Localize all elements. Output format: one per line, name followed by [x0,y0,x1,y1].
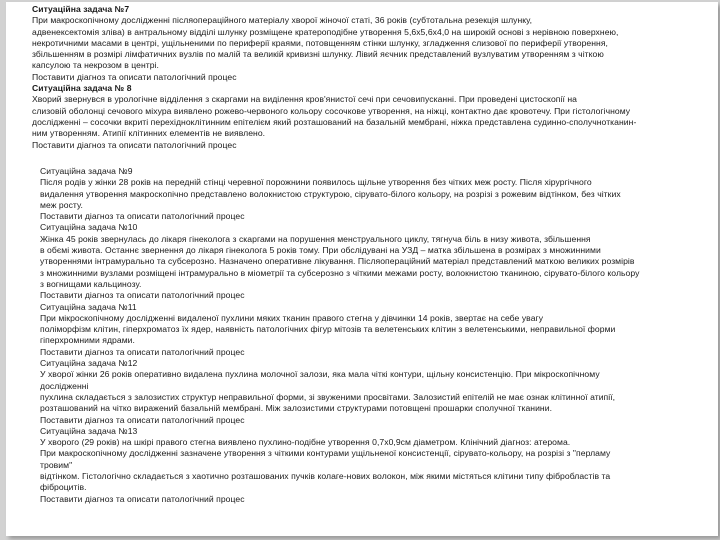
text-line: Ситуаційна задача №10 [40,222,138,233]
text-line: фіброцитів. [40,482,87,493]
text-line: пухлина складається з залозистих структур неправильної форми, зі звуженими просвітами. Залозистий епітелій не має ознак клітинної атипії, [40,391,616,402]
text-line: відтінком. Гістологічно складається з хаотично розташованих пучків колаге-нових волокон, мiж якими містяться клітини типу фібробластів та [40,471,611,482]
text-line: з вогнищами кальцинозу. [40,278,142,289]
text-line: ним утворенням. Атипії клітинних елементів не виявлено. [32,128,266,139]
text-line: При мікроскопічному дослідженні видаленої пухлини мяких тканин правого стегна у дівчинки 14 років, звертає на себе увагу [40,312,544,323]
text-line: Ситуаційна задача №13 [40,425,138,436]
text-line: капсулою та некрозом в центрі. [32,60,159,71]
text-line: утвореннями інтрамурально та субсерозно. Назначено оперативне лікування. Післяопераційний матеріал представлений маткою великих розмірів [40,256,635,267]
text-line: Після родів у жінки 28 років на передній стінці черевної порожнини появилось щільне утворення без чітких меж росту. Після хірургічного [40,177,592,188]
text-line: Поставити діагноз та описати патологічний процес [40,211,245,222]
text-line: тровим" [40,459,73,470]
text-line: Ситуаційна задача №11 [40,301,137,312]
text-line: меж росту. [40,199,83,210]
text-line: У хворого (29 років) на шкірі правого стегна виявлено пухлино-подібне утворення 0,7х0,9см діаметром. Клінічний діагноз: атерома. [40,437,571,448]
text-line: Поставити діагноз та описати патологічний процес [40,414,245,425]
task-heading: Ситуаційна задача №7 [32,4,130,14]
text-line: видалення утворення макроскопічно представлено волокнистою структурою, сірувато-білого кольору, на розрізі з рожевим відтінком, без чітких [40,188,621,199]
text-line: Поставити діагноз та описати патологічний процес [32,71,237,82]
text-line: з множинними вузлами розміщені інтрамурально в міометрії та субсерозно з чіткими межами росту, волокнистою тканиною, сірувато-білого кольору [40,267,640,278]
text-line: збільшенням в розмірі лімфатичних вузлів по малій та великій кривизні шлунку. Лівий яєчник представлений вузлуватим утворенням з чіткою [32,49,604,60]
text-line: У хворої жінки 26 років оперативно видалена пухлина молочної залози, яка мала чіткі контури, щільну консистенцію. При мікроскопічному [40,369,600,380]
text-line: слизовій оболонці сечового міхура виявлено рожево-червоного кольору сосочкове утворення, на ніжці, контактно дає кровотечу. При гістологічному [32,105,631,116]
text-line: адвенексектомія зліва) в антральному відділі шлунку розміщене кратероподібне утворення 5,6х5,6х4,0 на широкій основі з нерівною поверхнею, [32,26,619,37]
text-line: При макроскопічному дослідженні зазначене утворення з чіткими контурами ущільненої консистенції, сірувато-кольору, на розрізі з "перламу [40,448,611,459]
text-line: Поставити діагноз та описати патологічний процес [40,346,245,357]
text-line: При макроскопічному дослідженні післяопераційного матеріалу хворої жіночої статі, 36 років (субтотальна резекція шлунку, [32,15,533,26]
text-line: поліморфізм клітин, гіперхроматоз їх ядер, наявність патологічних фігур мітозів та велетенських клітин з велетенськими, неправильної форми [40,324,616,335]
text-line: Ситуаційна задача №9 [40,166,133,176]
text-line: в обємі живота. Останнє звернення до лікаря гінеколога 5 років тому. При обслідувані на УЗД – матка збільшена в розмірах з множинними [40,245,601,256]
text-line: Поставити діагноз та описати патологічний процес [40,493,245,504]
tasks-9-13-block [40,166,639,505]
text-line: Жінка 45 років звернулась до лікаря гінеколога з скаргами на порушення менструального циклу, тягнуча біль в низу живота, збільшення [40,233,591,244]
text-line: дослідженні [40,380,89,391]
text-line: дослідженні – сосочки вкриті перехідноклітинним епітелієм який розташований на базальній мембрані, ніжка представлена судинно-сполучнотканин- [32,116,637,127]
text-line: Поставити діагноз та описати патологічний процес [40,290,245,301]
text-line: розташований на чітко виражений базальній мембрані. Між залозистими структурами потовщені прошарки сполучної тканини. [40,403,553,414]
text-line: Ситуаційна задача №12 [40,358,138,369]
tasks-7-8-block [32,4,636,151]
task-heading: Ситуаційна задача № 8 [32,83,132,94]
text-line: гіперхромними ядрами. [40,335,135,346]
text-line: некротичними масами в центрі, ущільненими по периферії краями, потовщенням стінки шлунку, згладження слизової по периферії утворення, [32,37,608,48]
text-line: Поставити діагноз та описати патологічний процес [32,139,237,150]
text-line: Хворий звернувся в урологічне відділення з скаргами на виділення кров'янистої сечі при сечовипусканні. При проведені цистоскопії на [32,94,577,105]
document-page [6,2,718,536]
